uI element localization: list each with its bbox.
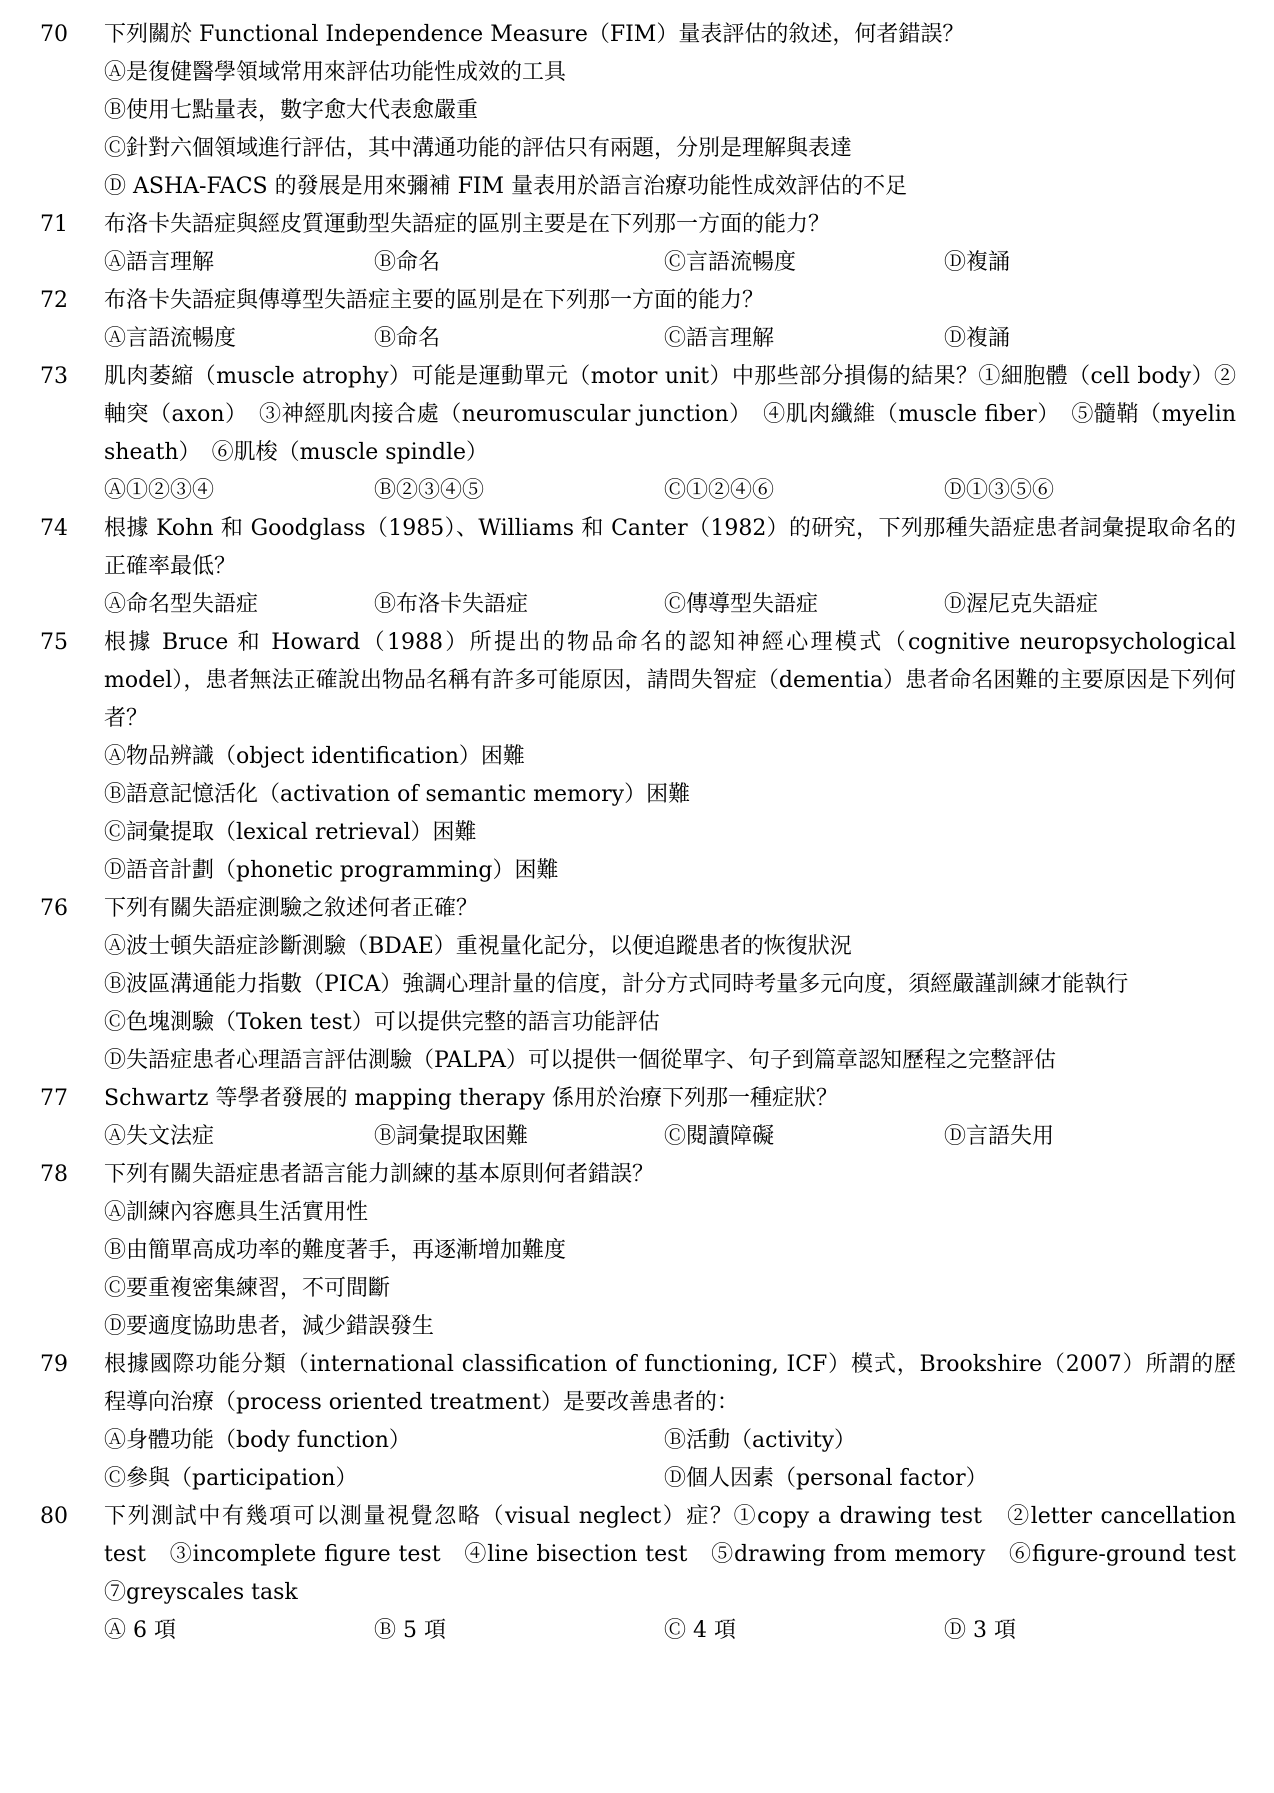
question-75: [40, 624, 1236, 890]
question-stem: 布洛卡失語症與傳導型失語症主要的區別是在下列那一方面的能力？: [104, 288, 765, 313]
question-number: 72: [40, 288, 68, 313]
question-72: [40, 282, 1236, 358]
option-d: Ⓓ要適度協助患者，減少錯誤發生: [104, 1314, 435, 1339]
option-a: Ⓐ波士頓失語症診斷測驗（BDAE）重視量化記分，以便追蹤患者的恢復狀況: [104, 934, 852, 959]
option-c: Ⓒ針對六個領域進行評估，其中溝通功能的評估只有兩題，分別是理解與表達: [104, 136, 853, 161]
question-73: [40, 358, 1236, 510]
option-b: Ⓑ由簡單高成功率的難度著手，再逐漸增加難度: [104, 1238, 567, 1263]
question-78: [40, 1156, 1236, 1346]
question-stem: 根據 Kohn 和 Goodglass（1985）、Williams 和 Canter（1982）的研究，下列那種失語症患者詞彙提取命名的正確率最低？: [104, 516, 1236, 579]
question-71: [40, 206, 1236, 282]
option-c: Ⓒ語言理解: [664, 326, 775, 351]
question-77: [40, 1080, 1236, 1156]
option-c: Ⓒ①②④⑥: [664, 478, 775, 503]
question-79: [40, 1346, 1236, 1498]
option-b: Ⓑ詞彙提取困難: [374, 1124, 529, 1149]
question-number: 75: [40, 630, 68, 655]
option-a: Ⓐ訓練內容應具生活實用性: [104, 1200, 369, 1225]
exam-sheet: [40, 16, 1259, 1650]
question-74: [40, 510, 1236, 624]
option-d: Ⓓ複誦: [944, 250, 1011, 275]
option-c: Ⓒ言語流暢度: [664, 250, 797, 275]
option-d: Ⓓ 3 項: [944, 1618, 1016, 1643]
question-70: [40, 16, 1236, 206]
option-c: Ⓒ 4 項: [664, 1618, 736, 1643]
option-a: Ⓐ身體功能（body function）: [104, 1428, 411, 1453]
option-a: Ⓐ語言理解: [104, 250, 215, 275]
option-c: Ⓒ傳導型失語症: [664, 592, 819, 617]
option-d: Ⓓ言語失用: [944, 1124, 1055, 1149]
option-a: Ⓐ失文法症: [104, 1124, 215, 1149]
question-stem: 下列有關失語症測驗之敘述何者正確？: [104, 896, 479, 921]
option-b: Ⓑ使用七點量表，數字愈大代表愈嚴重: [104, 98, 479, 123]
question-number: 76: [40, 896, 68, 921]
option-d: Ⓓ ASHA-FACS 的發展是用來彌補 FIM 量表用於語言治療功能性成效評估的不足: [104, 174, 908, 199]
question-number: 79: [40, 1352, 68, 1377]
question-number: 74: [40, 516, 68, 541]
option-d: Ⓓ複誦: [944, 326, 1011, 351]
option-b: Ⓑ命名: [374, 326, 441, 351]
option-b: Ⓑ 5 項: [374, 1618, 446, 1643]
option-c: Ⓒ色塊測驗（Token test）可以提供完整的語言功能評估: [104, 1010, 660, 1035]
question-76: [40, 890, 1236, 1080]
option-a: Ⓐ物品辨識（object identification）困難: [104, 744, 525, 769]
option-d: Ⓓ渥尼克失語症: [944, 592, 1099, 617]
question-stem: Schwartz 等學者發展的 mapping therapy 係用於治療下列那一種症狀？: [104, 1086, 839, 1111]
option-b: Ⓑ語意記憶活化（activation of semantic memory）困難: [104, 782, 691, 807]
question-stem: 下列測試中有幾項可以測量視覺忽略（visual neglect）症？①copy a drawing test ②letter cancellation test ③incomplete figure test ④line bisection test ⑤drawing from memory ⑥figure-ground test ⑦greyscales task: [104, 1504, 1259, 1605]
question-stem: 下列關於 Functional Independence Measure（FIM）量表評估的敘述，何者錯誤？: [104, 22, 965, 47]
question-stem: 根據 Bruce 和 Howard（1988）所提出的物品命名的認知神經心理模式（cognitive neuropsychological model），患者無法正確說出物品名稱有許多可能原因，請問失智症（dementia）患者命名困難的主要原因是下列何者？: [104, 630, 1236, 731]
question-number: 73: [40, 364, 68, 389]
option-b: Ⓑ布洛卡失語症: [374, 592, 529, 617]
option-b: Ⓑ命名: [374, 250, 441, 275]
question-stem: 下列有關失語症患者語言能力訓練的基本原則何者錯誤？: [104, 1162, 655, 1187]
option-c: Ⓒ要重複密集練習，不可間斷: [104, 1276, 391, 1301]
question-stem: 根據國際功能分類（international classification of functioning, ICF）模式，Brookshire（2007）所謂的歷程導向治療（process oriented treatment）是要改善患者的：: [104, 1352, 1236, 1415]
option-c: Ⓒ詞彙提取（lexical retrieval）困難: [104, 820, 477, 845]
option-d: Ⓓ①③⑤⑥: [944, 478, 1055, 503]
option-b: Ⓑ②③④⑤: [374, 478, 485, 503]
option-b: Ⓑ波區溝通能力指數（PICA）強調心理計量的信度，計分方式同時考量多元向度，須經嚴謹訓練才能執行: [104, 972, 1129, 997]
question-number: 78: [40, 1162, 68, 1187]
option-d: Ⓓ失語症患者心理語言評估測驗（PALPA）可以提供一個從單字、句子到篇章認知歷程之完整評估: [104, 1048, 1056, 1073]
question-number: 77: [40, 1086, 68, 1111]
option-b: Ⓑ活動（activity）: [664, 1428, 857, 1453]
option-d: Ⓓ個人因素（personal factor）: [664, 1466, 988, 1491]
option-a: Ⓐ 6 項: [104, 1618, 176, 1643]
option-c: Ⓒ參與（participation）: [104, 1466, 358, 1491]
question-80: [40, 1498, 1259, 1650]
question-number: 80: [40, 1504, 68, 1529]
option-c: Ⓒ閱讀障礙: [664, 1124, 775, 1149]
question-stem: 肌肉萎縮（muscle atrophy）可能是運動單元（motor unit）中那些部分損傷的結果？①細胞體（cell body）②軸突（axon） ③神經肌肉接合處（neuromuscular junction） ④肌肉纖維（muscle fiber） ⑤髓鞘（myelin sheath） ⑥肌梭（muscle spindle）: [104, 364, 1236, 465]
option-d: Ⓓ語音計劃（phonetic programming）困難: [104, 858, 559, 883]
option-a: Ⓐ言語流暢度: [104, 326, 237, 351]
option-a: Ⓐ命名型失語症: [104, 592, 259, 617]
option-a: Ⓐ是復健醫學領域常用來評估功能性成效的工具: [104, 60, 567, 85]
option-a: Ⓐ①②③④: [104, 478, 215, 503]
question-stem: 布洛卡失語症與經皮質運動型失語症的區別主要是在下列那一方面的能力？: [104, 212, 831, 237]
question-number: 70: [40, 22, 68, 47]
question-number: 71: [40, 212, 68, 237]
